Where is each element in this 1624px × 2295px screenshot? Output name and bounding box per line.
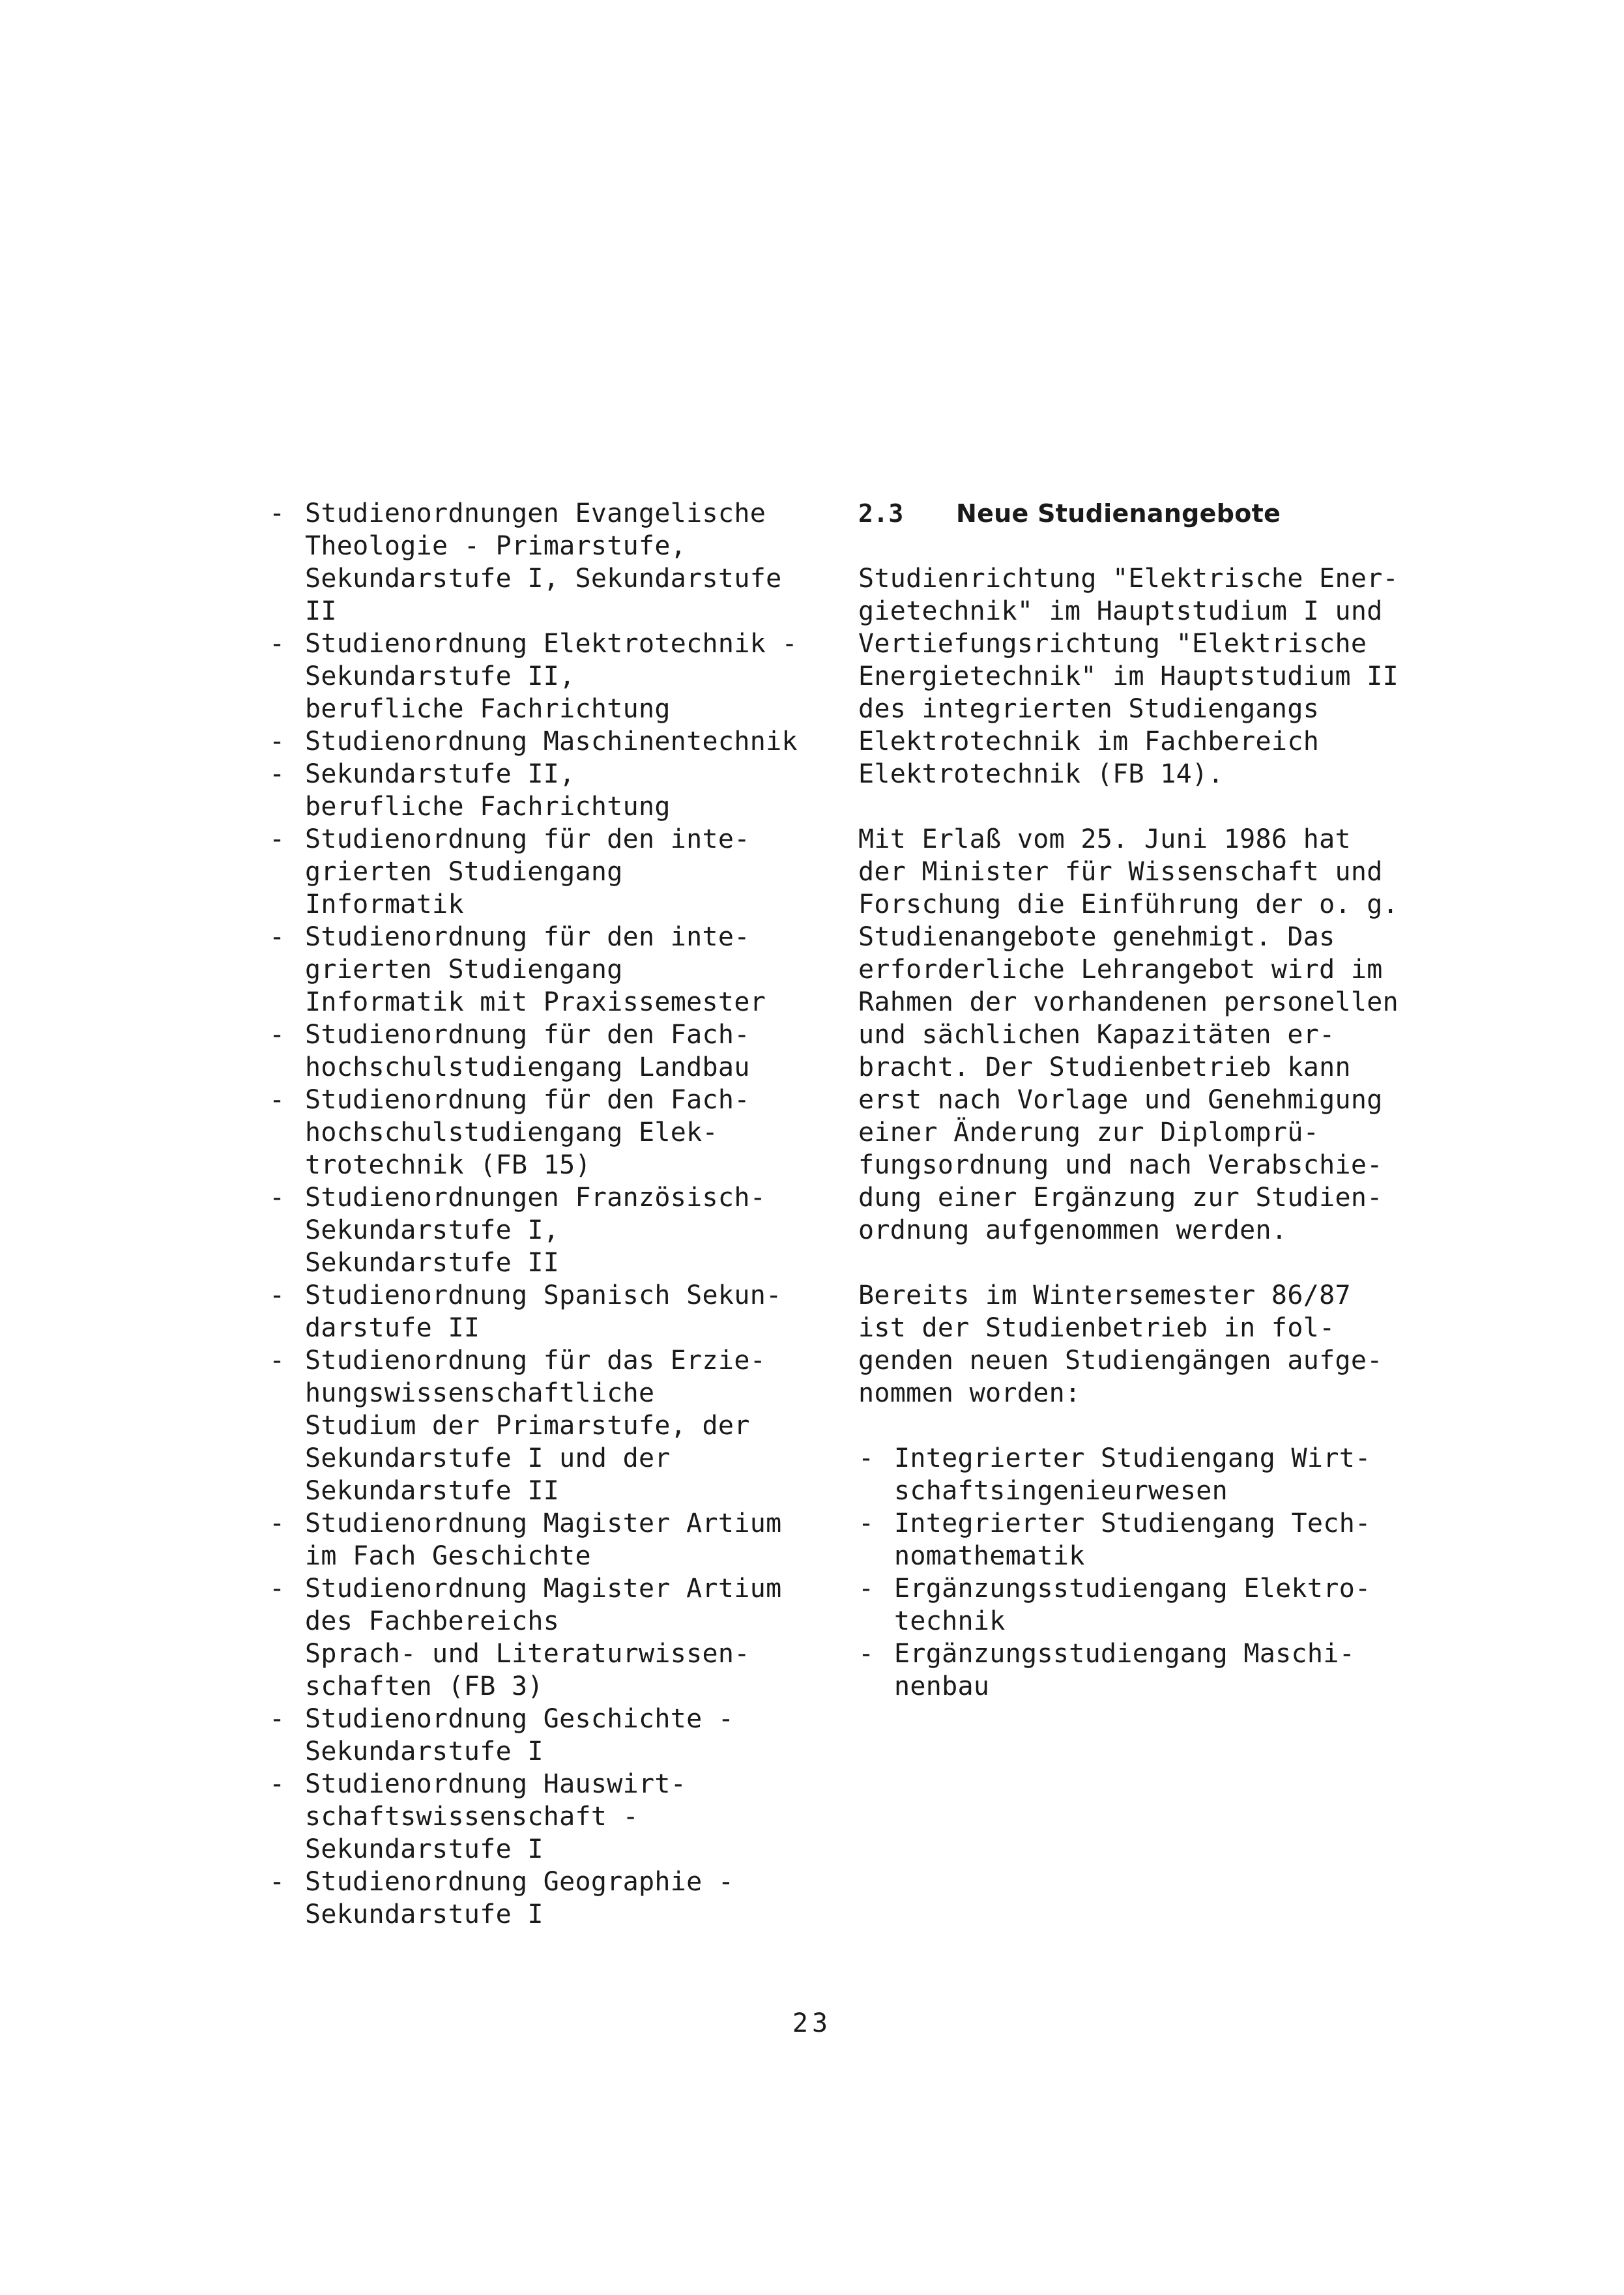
text-line: dung einer Ergänzung zur Studien-: [858, 1183, 1383, 1213]
list-item: [269, 1703, 856, 1768]
text-line: erst nach Vorlage und Genehmigung: [858, 1085, 1383, 1115]
page-number: 23: [792, 2008, 832, 2038]
list-item: [269, 1572, 856, 1703]
text-line: Studienordnung Hauswirt-: [305, 1769, 687, 1799]
dash-bullet: -: [269, 922, 285, 952]
text-line: Sekundarstufe II,: [305, 759, 575, 789]
section-body: [858, 562, 1458, 1409]
dash-bullet: -: [269, 727, 285, 757]
list-item: [269, 628, 856, 725]
text-line: II: [305, 596, 337, 626]
text-line: Sekundarstufe II: [305, 1248, 560, 1278]
list-item: [858, 1442, 1458, 1507]
text-line: Vertiefungsrichtung "Elektrische: [858, 629, 1367, 659]
text-line: Studienordnung für den inte-: [305, 922, 750, 952]
text-line: genden neuen Studiengängen aufge-: [858, 1346, 1383, 1376]
text-line: nomathematik: [894, 1541, 1085, 1571]
dash-bullet: -: [269, 1769, 285, 1799]
list-item: [858, 1638, 1458, 1703]
text-line: technik: [894, 1606, 1006, 1636]
text-line: ordnung aufgenommen werden.: [858, 1215, 1288, 1245]
text-line: Sekundarstufe I: [305, 1737, 544, 1767]
text-line: ist der Studienbetrieb in fol-: [858, 1313, 1335, 1343]
text-line: Studienordnungen Französisch-: [305, 1183, 766, 1213]
list-item: [269, 1866, 856, 1931]
section-heading: [858, 497, 1458, 530]
dash-bullet: -: [269, 1020, 285, 1050]
list-item: [269, 1018, 856, 1084]
text-line: Studienordnungen Evangelische: [305, 498, 766, 528]
right-column: [858, 497, 1458, 1703]
dash-bullet: -: [269, 629, 285, 659]
text-line: hochschulstudiengang Landbau: [305, 1052, 750, 1082]
text-line: der Minister für Wissenschaft und: [858, 857, 1383, 887]
text-line: Studienangebote genehmigt. Das: [858, 922, 1335, 952]
list-item: [269, 1279, 856, 1344]
text-line: Studienordnung für den inte-: [305, 824, 750, 854]
dash-bullet: -: [858, 1508, 875, 1538]
text-line: Mit Erlaß vom 25. Juni 1986 hat: [858, 824, 1351, 854]
text-line: Sekundarstufe I und der: [305, 1443, 671, 1473]
dash-bullet: -: [269, 1280, 285, 1310]
dash-bullet: -: [269, 824, 285, 854]
text-line: Studienordnung für den Fach-: [305, 1020, 750, 1050]
dash-bullet: -: [269, 1704, 285, 1734]
text-line: Informatik mit Praxissemester: [305, 987, 766, 1017]
text-line: nenbau: [894, 1671, 990, 1701]
list-item: [269, 1181, 856, 1279]
text-line: nommen worden:: [858, 1378, 1081, 1408]
text-line: Forschung die Einführung der o. g.: [858, 889, 1399, 919]
text-line: Studienordnung für den Fach-: [305, 1085, 750, 1115]
list-item: [269, 758, 856, 823]
text-line: Studienordnung für das Erzie-: [305, 1346, 766, 1376]
text-line: und sächlichen Kapazitäten er-: [858, 1020, 1335, 1050]
list-item: [269, 1344, 856, 1507]
list-item: [269, 1768, 856, 1866]
text-line: Studienrichtung "Elektrische Ener-: [858, 564, 1399, 594]
text-line: schaftsingenieurwesen: [894, 1476, 1228, 1506]
text-line: berufliche Fachrichtung: [305, 792, 671, 822]
new-programs-list: [858, 1442, 1458, 1703]
text-line: grierten Studiengang: [305, 857, 623, 887]
text-line: Studienordnung Elektrotechnik -: [305, 629, 798, 659]
text-line: Sekundarstufe I, Sekundarstufe: [305, 564, 782, 594]
text-line: Ergänzungsstudiengang Elektro-: [894, 1574, 1371, 1604]
dash-bullet: -: [269, 1508, 285, 1538]
regulations-list: [269, 497, 856, 1931]
dash-bullet: -: [269, 1574, 285, 1604]
text-line: des integrierten Studiengangs: [858, 694, 1320, 724]
dash-bullet: -: [269, 759, 285, 789]
text-line: hochschulstudiengang Elek-: [305, 1118, 718, 1148]
text-line: einer Änderung zur Diplomprü-: [858, 1118, 1320, 1148]
text-line: Sekundarstufe I: [305, 1834, 544, 1864]
text-line: Integrierter Studiengang Wirt-: [894, 1443, 1371, 1473]
text-line: Bereits im Wintersemester 86/87: [858, 1280, 1351, 1310]
text-line: Elektrotechnik im Fachbereich: [858, 727, 1320, 757]
text-line: des Fachbereichs: [305, 1606, 560, 1636]
list-item: [269, 1084, 856, 1181]
paragraph: [858, 562, 1458, 790]
dash-bullet: -: [858, 1639, 875, 1669]
text-line: bracht. Der Studienbetrieb kann: [858, 1052, 1351, 1082]
dash-bullet: -: [858, 1443, 875, 1473]
text-line: Studienordnung Spanisch Sekun-: [305, 1280, 782, 1310]
text-line: Elektrotechnik (FB 14).: [858, 759, 1224, 789]
text-line: schaften (FB 3): [305, 1671, 544, 1701]
text-line: hungswissenschaftliche: [305, 1378, 655, 1408]
text-line: Sekundarstufe II: [305, 1476, 560, 1506]
text-line: Studienordnung Geographie -: [305, 1867, 734, 1897]
text-line: Rahmen der vorhandenen personellen: [858, 987, 1399, 1017]
dash-bullet: -: [858, 1574, 875, 1604]
paragraph: [858, 1279, 1458, 1409]
list-item: [269, 497, 856, 628]
text-line: Sprach- und Literaturwissen-: [305, 1639, 750, 1669]
list-item: [858, 1572, 1458, 1638]
text-line: trotechnik (FB 15): [305, 1150, 591, 1180]
text-line: grierten Studiengang: [305, 955, 623, 985]
text-line: Energietechnik" im Hauptstudium II: [858, 661, 1399, 691]
text-line: Studium der Primarstufe, der: [305, 1411, 750, 1441]
text-line: Studienordnung Magister Artium: [305, 1508, 782, 1538]
text-line: Ergänzungsstudiengang Maschi-: [894, 1639, 1356, 1669]
text-line: gietechnik" im Hauptstudium I und: [858, 596, 1383, 626]
list-item: [858, 1507, 1458, 1572]
text-line: schaftswissenschaft -: [305, 1802, 639, 1832]
dash-bullet: -: [269, 1085, 285, 1115]
text-line: Studienordnung Magister Artium: [305, 1574, 782, 1604]
text-line: Studienordnung Maschinentechnik: [305, 727, 798, 757]
text-line: Informatik: [305, 889, 464, 919]
list-item: [269, 823, 856, 921]
section-title: Neue Studienangebote: [956, 499, 1281, 528]
text-line: erforderliche Lehrangebot wird im: [858, 955, 1383, 985]
text-line: Sekundarstufe I,: [305, 1215, 560, 1245]
dash-bullet: -: [269, 1346, 285, 1376]
list-item: [269, 921, 856, 1018]
text-line: Sekundarstufe I: [305, 1899, 544, 1929]
text-line: berufliche Fachrichtung: [305, 694, 671, 724]
text-line: im Fach Geschichte: [305, 1541, 591, 1571]
list-item: [269, 725, 856, 758]
text-line: Sekundarstufe II,: [305, 661, 575, 691]
text-line: darstufe II: [305, 1313, 480, 1343]
text-line: Integrierter Studiengang Tech-: [894, 1508, 1371, 1538]
list-item: [269, 1507, 856, 1572]
text-line: Theologie - Primarstufe,: [305, 531, 687, 561]
dash-bullet: -: [269, 498, 285, 528]
section-number: 2.3: [858, 499, 904, 528]
dash-bullet: -: [269, 1867, 285, 1897]
dash-bullet: -: [269, 1183, 285, 1213]
text-line: Studienordnung Geschichte -: [305, 1704, 734, 1734]
left-column: [269, 497, 856, 1931]
paragraph: [858, 823, 1458, 1247]
text-line: fungsordnung und nach Verabschie-: [858, 1150, 1383, 1180]
